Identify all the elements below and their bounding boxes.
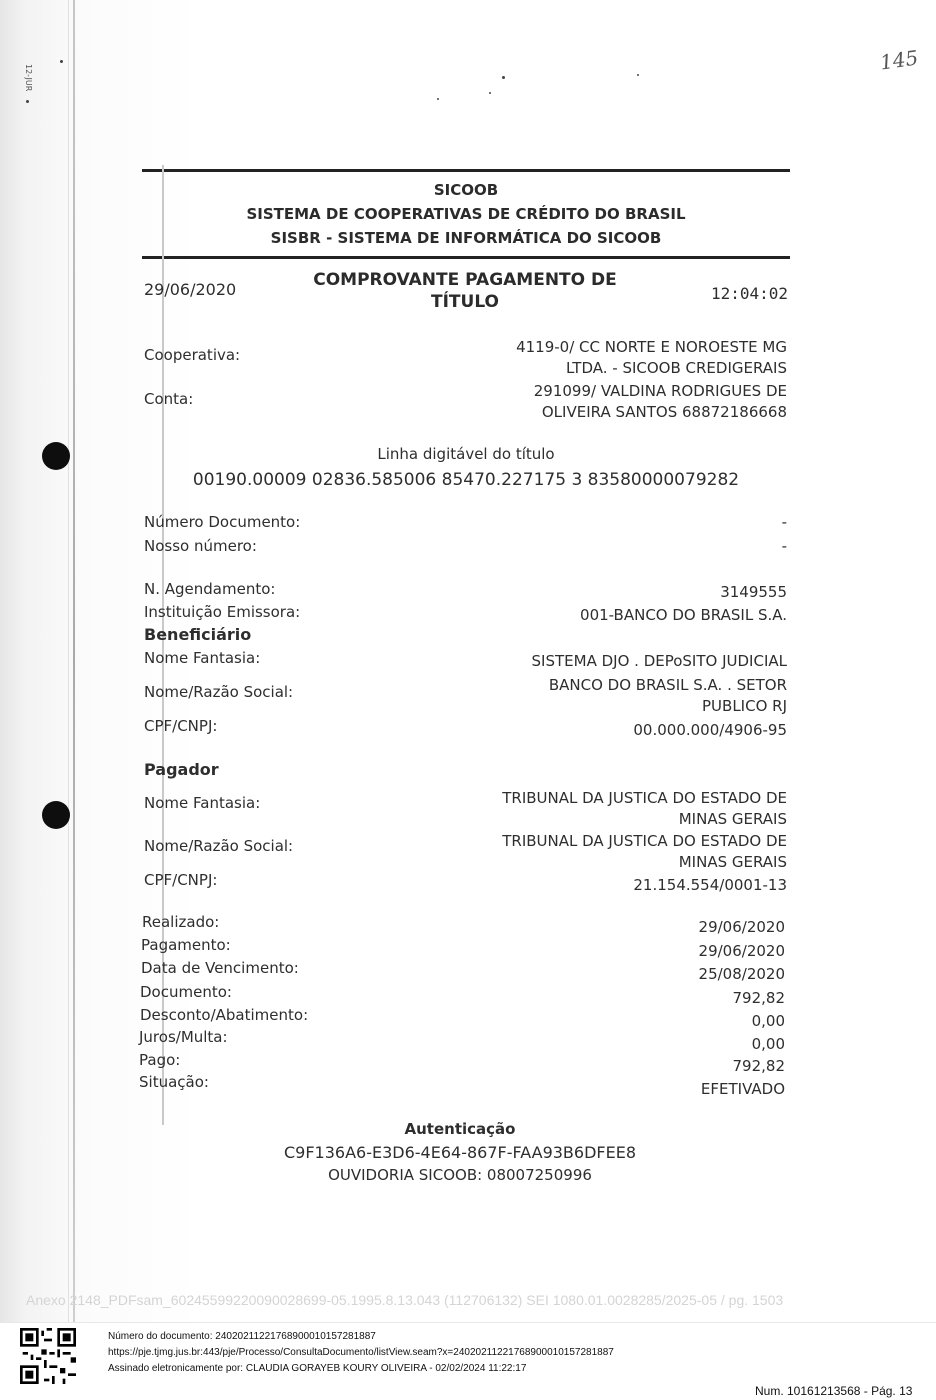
instituicao-label: Instituição Emissora: [144, 603, 301, 621]
beneficiario-cnpj-value: 00.000.000/4906-95 [633, 721, 787, 739]
handwritten-page-number: 145 [878, 45, 920, 75]
header-sicoob: SICOOB [433, 181, 499, 199]
punch-hole-bottom [42, 801, 70, 829]
speck [437, 98, 439, 100]
footer-url[interactable]: https://pje.tjmg.jus.br:443/pje/Processo/ConsultaDocumento/listView.seam?x=24020211221768900010157281887 [108, 1347, 614, 1358]
speck [489, 92, 491, 94]
receipt-date: 29/06/2020 [144, 280, 237, 299]
summary-value: EFETIVADO [700, 1080, 785, 1098]
page-fold-line [73, 0, 75, 1322]
speck [637, 74, 639, 76]
summary-label: Situação: [139, 1073, 209, 1091]
conta-label: Conta: [144, 390, 194, 408]
receipt-title-line2: TÍTULO [431, 292, 499, 312]
nosso-numero-value: - [781, 537, 787, 555]
beneficiario-razao-value-2: PUBLICO RJ [702, 697, 787, 715]
beneficiario-nome-fantasia-value: SISTEMA DJO . DEPoSITO JUDICIAL [531, 652, 787, 670]
numero-documento-label: Número Documento: [144, 513, 301, 531]
summary-value: 792,82 [732, 1057, 785, 1075]
speck [502, 76, 505, 79]
summary-value: 25/08/2020 [698, 965, 785, 983]
beneficiario-razao-label: Nome/Razão Social: [144, 683, 294, 701]
summary-value: 29/06/2020 [698, 942, 785, 960]
footer-doc-number: Número do documento: 24020211221768900010157281887 [108, 1331, 376, 1342]
receipt-time: 12:04:02 [710, 284, 788, 303]
agendamento-value: 3149555 [720, 583, 787, 601]
pagador-nome-fantasia-value-2: MINAS GERAIS [678, 810, 787, 828]
header-system-name: SISTEMA DE COOPERATIVAS DE CRÉDITO DO BRASIL [246, 205, 686, 223]
ouvidoria: OUVIDORIA SICOOB: 08007250996 [328, 1166, 592, 1184]
pagador-cnpj-label: CPF/CNPJ: [144, 871, 218, 889]
beneficiario-nome-fantasia-label: Nome Fantasia: [144, 649, 261, 667]
pagador-razao-value-1: TRIBUNAL DA JUSTICA DO ESTADO DE [502, 832, 787, 850]
pagador-razao-label: Nome/Razão Social: [144, 837, 294, 855]
summary-label: Documento: [140, 983, 232, 1001]
agendamento-label: N. Agendamento: [144, 580, 276, 598]
footer-num-page: Num. 10161213568 - Pág. 13 [755, 1384, 913, 1398]
nosso-numero-label: Nosso número: [144, 537, 257, 555]
side-stamp: 12-JUR [24, 64, 33, 92]
pagador-heading: Pagador [144, 760, 219, 779]
pagador-razao-value-2: MINAS GERAIS [678, 853, 787, 871]
beneficiario-razao-value-1: BANCO DO BRASIL S.A. . SETOR [548, 676, 787, 694]
summary-label: Pagamento: [141, 936, 231, 954]
summary-value: 792,82 [732, 989, 785, 1007]
summary-label: Desconto/Abatimento: [140, 1006, 309, 1024]
anexo-watermark: Anexo 2148_PDFsam_60245599220090028699-05.1995.8.13.043 (112706132) SEI 1080.01.0028285/2025-05 / pg. 1503 [26, 1292, 784, 1308]
footer-signature: Assinado eletronicamente por: CLAUDIA GORAYEB KOURY OLIVEIRA - 02/02/2024 11:22:17 [108, 1363, 527, 1374]
header-sisbr: SISBR - SISTEMA DE INFORMÁTICA DO SICOOB [270, 229, 662, 247]
page-fold-shadow [68, 0, 69, 1322]
barcode-label: Linha digitável do título [377, 445, 555, 463]
summary-label: Realizado: [142, 913, 220, 931]
speck [26, 100, 29, 103]
receipt-title-line1: COMPROVANTE PAGAMENTO DE [313, 270, 617, 290]
summary-label: Juros/Multa: [139, 1028, 228, 1046]
cooperativa-value-1: 4119-0/ CC NORTE E NOROESTE MG [516, 338, 787, 356]
summary-value: 0,00 [751, 1035, 785, 1053]
header-top-rule [142, 169, 790, 172]
summary-label: Data de Vencimento: [141, 959, 299, 977]
summary-value: 0,00 [751, 1012, 785, 1030]
pagador-nome-fantasia-value-1: TRIBUNAL DA JUSTICA DO ESTADO DE [502, 789, 787, 807]
footer-separator [0, 1322, 936, 1323]
qr-code-icon [20, 1328, 76, 1384]
auth-heading: Autenticação [404, 1120, 516, 1138]
auth-code: C9F136A6-E3D6-4E64-867F-FAA93B6DFEE8 [284, 1143, 636, 1162]
conta-value-1: 291099/ VALDINA RODRIGUES DE [533, 382, 787, 400]
cooperativa-value-2: LTDA. - SICOOB CREDIGERAIS [565, 359, 787, 377]
punch-hole-top [42, 442, 70, 470]
beneficiario-heading: Beneficiário [144, 625, 252, 644]
speck [60, 60, 63, 63]
beneficiario-cnpj-label: CPF/CNPJ: [144, 717, 218, 735]
conta-value-2: OLIVEIRA SANTOS 68872186668 [541, 403, 787, 421]
pagador-nome-fantasia-label: Nome Fantasia: [144, 794, 261, 812]
summary-value: 29/06/2020 [698, 918, 785, 936]
pagador-cnpj-value: 21.154.554/0001-13 [633, 876, 787, 894]
numero-documento-value: - [781, 513, 787, 531]
header-bottom-rule [142, 256, 790, 259]
summary-label: Pago: [139, 1051, 181, 1069]
scan-vertical-line [162, 165, 164, 1125]
instituicao-value: 001-BANCO DO BRASIL S.A. [580, 606, 787, 624]
cooperativa-label: Cooperativa: [144, 346, 241, 364]
barcode-value: 00190.00009 02836.585006 85470.227175 3 83580000079282 [192, 470, 740, 490]
